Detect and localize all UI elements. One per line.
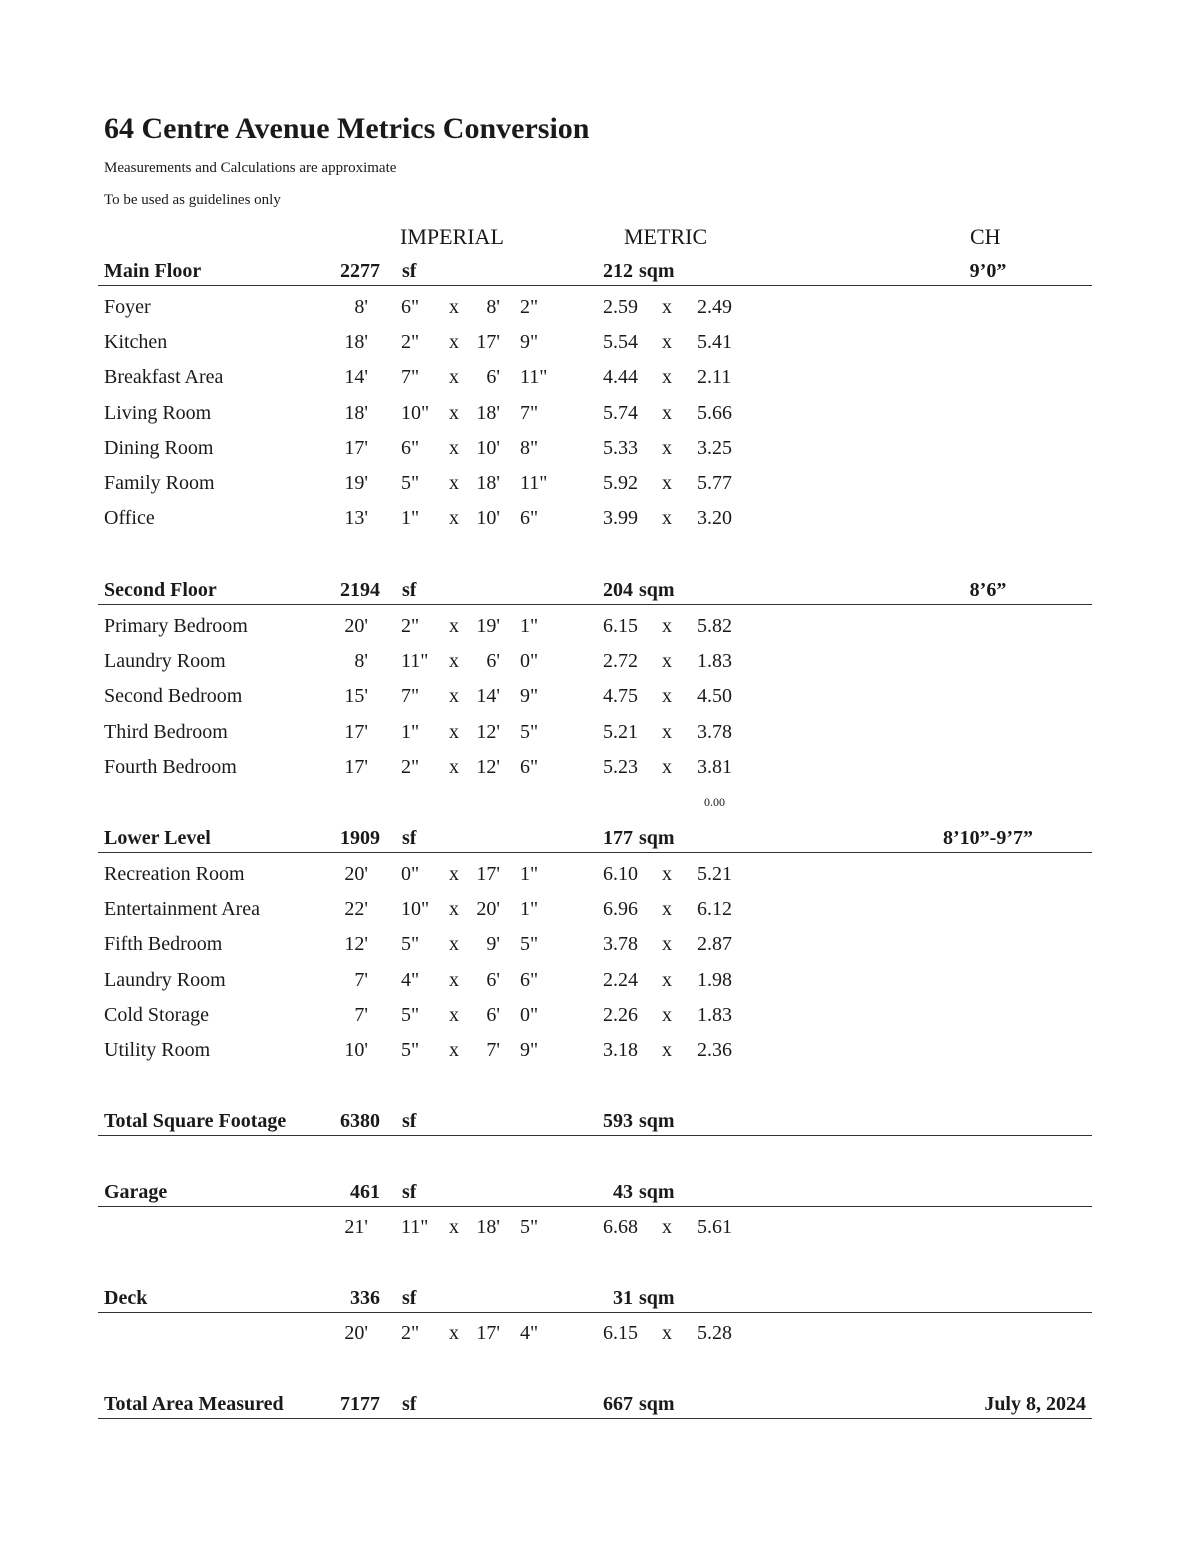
room-row [0, 859, 1200, 889]
room-name: Foyer [104, 296, 151, 318]
inches-1: 2" [401, 331, 420, 354]
section-header-lower-level [0, 823, 1200, 853]
room-row [0, 752, 1200, 782]
feet-2: 17' [476, 331, 500, 354]
meters-2: 2.87 [697, 933, 732, 956]
inches-1: 4" [401, 968, 420, 991]
unit-sqm: sqm [639, 1110, 675, 1132]
unit-sqm: sqm [639, 1181, 675, 1203]
feet-2: 12' [476, 720, 500, 743]
inches-2: 1" [520, 863, 539, 885]
feet-1: 7' [354, 968, 368, 991]
room-row [0, 681, 1200, 711]
area-sf: 461 [350, 1181, 380, 1203]
times-sign: x [662, 1039, 672, 1061]
inches-2: 9" [520, 331, 539, 354]
room-name: Fifth Bedroom [104, 933, 223, 956]
inches-2: 6" [520, 507, 539, 530]
feet-2: 10' [476, 507, 500, 530]
room-name: Entertainment Area [104, 898, 261, 921]
unit-sqm: sqm [639, 1287, 675, 1309]
room-row [0, 894, 1200, 924]
inches-2: 7" [520, 401, 539, 424]
times-sign: x [662, 933, 672, 956]
meters-2: 5.61 [697, 1216, 732, 1238]
room-row [0, 1035, 1200, 1065]
inches-2: 4" [520, 1322, 539, 1344]
unit-sf: sf [402, 1393, 417, 1415]
room-row [0, 646, 1200, 676]
feet-2: 6' [486, 968, 500, 991]
meters-1: 5.33 [603, 436, 638, 459]
times-sign: x [449, 968, 459, 991]
inches-2: 5" [520, 720, 539, 743]
room-name: Third Bedroom [104, 720, 228, 743]
feet-1: 14' [344, 366, 368, 389]
feet-1: 19' [344, 472, 368, 494]
room-row [0, 362, 1200, 392]
area-sqm: 177 [603, 827, 633, 849]
meters-1: 3.18 [603, 1039, 638, 1061]
feet-2: 10' [476, 436, 500, 459]
inches-1: 2" [401, 755, 420, 778]
meters-2: 3.20 [697, 507, 732, 530]
times-sign: x [449, 685, 459, 708]
inches-1: 1" [401, 720, 420, 743]
times-sign: x [449, 366, 459, 389]
area-sqm: 204 [603, 579, 633, 601]
meters-2: 5.28 [697, 1322, 732, 1344]
times-sign: x [662, 755, 672, 778]
unit-sf: sf [402, 827, 417, 849]
times-sign: x [662, 1322, 672, 1344]
times-sign: x [662, 863, 672, 885]
inches-2: 1" [520, 898, 539, 921]
times-sign: x [449, 650, 459, 673]
inches-1: 10" [401, 401, 430, 424]
feet-2: 6' [486, 650, 500, 673]
feet-1: 17' [344, 720, 368, 743]
room-row [0, 611, 1200, 641]
feet-2: 18' [476, 401, 500, 424]
room-name: Office [104, 507, 155, 530]
meters-1: 3.99 [603, 507, 638, 530]
inches-2: 9" [520, 685, 539, 708]
times-sign: x [662, 296, 672, 318]
times-sign: x [449, 401, 459, 424]
subtitle-guidelines: To be used as guidelines only [104, 192, 281, 208]
times-sign: x [662, 720, 672, 743]
total-square-footage-row [0, 1106, 1200, 1136]
area-sf: 2277 [340, 260, 380, 282]
inches-2: 8" [520, 436, 539, 459]
meters-2: 1.83 [697, 650, 732, 673]
inches-1: 7" [401, 366, 420, 389]
inches-1: 6" [401, 436, 420, 459]
meters-2: 2.11 [697, 366, 732, 389]
times-sign: x [449, 1216, 459, 1238]
ceiling-height: 9’0” [969, 260, 1007, 282]
section-name: Total Area Measured [104, 1393, 284, 1415]
room-name: Breakfast Area [104, 366, 224, 389]
meters-2: 6.12 [697, 898, 732, 921]
unit-sqm: sqm [639, 579, 675, 601]
times-sign: x [449, 615, 459, 637]
section-name: Lower Level [104, 827, 211, 849]
times-sign: x [449, 1003, 459, 1026]
section-divider [98, 1312, 1092, 1313]
times-sign: x [662, 650, 672, 673]
feet-1: 8' [354, 650, 368, 673]
deck-row [0, 1283, 1200, 1313]
section-divider [98, 852, 1092, 853]
feet-2: 7' [486, 1039, 500, 1061]
meters-2: 2.36 [697, 1039, 732, 1061]
meters-2: 3.25 [697, 436, 732, 459]
room-name: Primary Bedroom [104, 615, 248, 637]
room-row [0, 468, 1200, 498]
meters-1: 4.75 [603, 685, 638, 708]
meters-1: 5.21 [603, 720, 638, 743]
feet-2: 18' [476, 1216, 500, 1238]
room-name: Dining Room [104, 436, 214, 459]
meters-2: 5.82 [697, 615, 732, 637]
meters-2: 4.50 [697, 685, 732, 708]
area-sf: 336 [350, 1287, 380, 1309]
inches-2: 6" [520, 968, 539, 991]
area-sf: 7177 [340, 1393, 380, 1415]
meters-2: 5.21 [697, 863, 732, 885]
meters-1: 6.68 [603, 1216, 638, 1238]
stray-note: 0.00 [704, 795, 725, 809]
room-name: Family Room [104, 472, 215, 494]
inches-1: 6" [401, 296, 420, 318]
section-divider [98, 1206, 1092, 1207]
feet-2: 19' [476, 615, 500, 637]
area-sf: 1909 [340, 827, 380, 849]
garage-dimensions-row [0, 1212, 1200, 1242]
times-sign: x [662, 507, 672, 530]
meters-2: 5.77 [697, 472, 732, 494]
feet-1: 15' [344, 685, 368, 708]
feet-1: 7' [354, 1003, 368, 1026]
unit-sf: sf [402, 1181, 417, 1203]
section-name: Deck [104, 1287, 148, 1309]
room-row [0, 503, 1200, 533]
feet-2: 18' [476, 472, 500, 494]
meters-2: 5.66 [697, 401, 732, 424]
meters-2: 1.98 [697, 968, 732, 991]
area-sqm: 212 [603, 260, 633, 282]
section-name: Main Floor [104, 260, 202, 282]
feet-2: 20' [476, 898, 500, 921]
inches-1: 5" [401, 1003, 420, 1026]
inches-1: 1" [401, 507, 420, 530]
feet-2: 12' [476, 755, 500, 778]
times-sign: x [449, 755, 459, 778]
inches-1: 0" [401, 863, 420, 885]
meters-1: 4.44 [603, 366, 638, 389]
inches-2: 11" [520, 472, 548, 494]
col-header-imperial: IMPERIAL [400, 224, 504, 249]
area-sqm: 43 [613, 1181, 633, 1203]
inches-2: 9" [520, 1039, 539, 1061]
inches-2: 5" [520, 933, 539, 956]
room-name: Second Bedroom [104, 685, 243, 708]
feet-1: 12' [344, 933, 368, 956]
meters-1: 3.78 [603, 933, 638, 956]
feet-2: 6' [486, 366, 500, 389]
section-divider [98, 1135, 1092, 1136]
times-sign: x [662, 968, 672, 991]
room-name: Laundry Room [104, 650, 226, 673]
times-sign: x [662, 898, 672, 921]
section-name: Garage [104, 1181, 168, 1203]
times-sign: x [449, 472, 459, 494]
feet-2: 9' [486, 933, 500, 956]
times-sign: x [449, 296, 459, 318]
meters-1: 6.96 [603, 898, 638, 921]
times-sign: x [449, 1039, 459, 1061]
col-header-metric: METRIC [624, 224, 708, 249]
inches-1: 11" [401, 1216, 429, 1238]
feet-1: 10' [344, 1039, 368, 1061]
room-row [0, 327, 1200, 357]
feet-1: 20' [344, 615, 368, 637]
room-name: Living Room [104, 401, 212, 424]
meters-2: 1.83 [697, 1003, 732, 1026]
inches-2: 0" [520, 1003, 539, 1026]
room-row [0, 433, 1200, 463]
times-sign: x [662, 472, 672, 494]
room-row [0, 398, 1200, 428]
inches-2: 6" [520, 755, 539, 778]
room-row [0, 292, 1200, 322]
col-header-ch: CH [970, 224, 1001, 249]
meters-1: 5.74 [603, 401, 638, 424]
meters-1: 6.15 [603, 1322, 638, 1344]
unit-sf: sf [402, 260, 417, 282]
inches-1: 2" [401, 615, 420, 637]
inches-1: 7" [401, 685, 420, 708]
area-sf: 2194 [340, 579, 380, 601]
room-name: Cold Storage [104, 1003, 209, 1026]
section-name: Second Floor [104, 579, 217, 601]
room-row [0, 929, 1200, 959]
area-sf: 6380 [340, 1110, 380, 1132]
subtitle-approximate: Measurements and Calculations are approximate [104, 160, 397, 176]
feet-1: 20' [344, 863, 368, 885]
inches-1: 10" [401, 898, 430, 921]
unit-sf: sf [402, 579, 417, 601]
feet-1: 17' [344, 436, 368, 459]
times-sign: x [662, 615, 672, 637]
meters-1: 6.15 [603, 615, 638, 637]
inches-1: 11" [401, 650, 429, 673]
date: July 8, 2024 [984, 1393, 1086, 1415]
feet-2: 17' [476, 1322, 500, 1344]
area-sqm: 593 [603, 1110, 633, 1132]
room-row [0, 965, 1200, 995]
times-sign: x [449, 436, 459, 459]
garage-row [0, 1177, 1200, 1207]
section-header-main-floor [0, 256, 1200, 286]
section-divider [98, 604, 1092, 605]
section-divider [98, 1418, 1092, 1419]
feet-1: 21' [344, 1216, 368, 1238]
inches-2: 11" [520, 366, 548, 389]
feet-1: 17' [344, 755, 368, 778]
section-divider [98, 285, 1092, 286]
times-sign: x [449, 331, 459, 354]
unit-sf: sf [402, 1110, 417, 1132]
page-title: 64 Centre Avenue Metrics Conversion [104, 112, 590, 145]
area-sqm: 667 [603, 1393, 633, 1415]
deck-dimensions-row [0, 1318, 1200, 1348]
area-sqm: 31 [613, 1287, 633, 1309]
total-area-row [0, 1389, 1200, 1419]
unit-sf: sf [402, 1287, 417, 1309]
times-sign: x [662, 366, 672, 389]
feet-2: 8' [486, 296, 500, 318]
meters-2: 3.81 [697, 755, 732, 778]
room-name: Laundry Room [104, 968, 226, 991]
times-sign: x [449, 1322, 459, 1344]
meters-2: 2.49 [697, 296, 732, 318]
meters-1: 5.54 [603, 331, 638, 354]
times-sign: x [662, 685, 672, 708]
times-sign: x [662, 1216, 672, 1238]
room-row [0, 1000, 1200, 1030]
feet-1: 18' [344, 331, 368, 354]
times-sign: x [662, 331, 672, 354]
feet-1: 20' [344, 1322, 368, 1344]
times-sign: x [449, 898, 459, 921]
room-name: Fourth Bedroom [104, 755, 237, 778]
meters-2: 3.78 [697, 720, 732, 743]
meters-1: 2.72 [603, 650, 638, 673]
room-name: Kitchen [104, 331, 168, 354]
times-sign: x [449, 933, 459, 956]
inches-1: 5" [401, 1039, 420, 1061]
unit-sqm: sqm [639, 260, 675, 282]
inches-2: 5" [520, 1216, 539, 1238]
meters-1: 6.10 [603, 863, 638, 885]
inches-2: 1" [520, 615, 539, 637]
times-sign: x [449, 507, 459, 530]
meters-2: 5.41 [697, 331, 732, 354]
meters-1: 5.92 [603, 472, 638, 494]
times-sign: x [662, 436, 672, 459]
ceiling-height: 8’10”-9’7” [943, 827, 1033, 849]
meters-1: 2.26 [603, 1003, 638, 1026]
section-header-second-floor [0, 575, 1200, 605]
feet-1: 8' [354, 296, 368, 318]
unit-sqm: sqm [639, 1393, 675, 1415]
unit-sqm: sqm [639, 827, 675, 849]
feet-2: 17' [476, 863, 500, 885]
meters-1: 5.23 [603, 755, 638, 778]
meters-1: 2.59 [603, 296, 638, 318]
feet-2: 14' [476, 685, 500, 708]
times-sign: x [662, 1003, 672, 1026]
times-sign: x [449, 863, 459, 885]
inches-1: 5" [401, 472, 420, 494]
inches-1: 2" [401, 1322, 420, 1344]
meters-1: 2.24 [603, 968, 638, 991]
inches-1: 5" [401, 933, 420, 956]
times-sign: x [449, 720, 459, 743]
feet-1: 13' [344, 507, 368, 530]
inches-2: 2" [520, 296, 539, 318]
ceiling-height: 8’6” [969, 579, 1007, 601]
inches-2: 0" [520, 650, 539, 673]
room-name: Utility Room [104, 1039, 211, 1061]
times-sign: x [662, 401, 672, 424]
feet-1: 22' [344, 898, 368, 921]
room-name: Recreation Room [104, 863, 245, 885]
room-row [0, 717, 1200, 747]
feet-2: 6' [486, 1003, 500, 1026]
feet-1: 18' [344, 401, 368, 424]
section-name: Total Square Footage [104, 1110, 287, 1132]
